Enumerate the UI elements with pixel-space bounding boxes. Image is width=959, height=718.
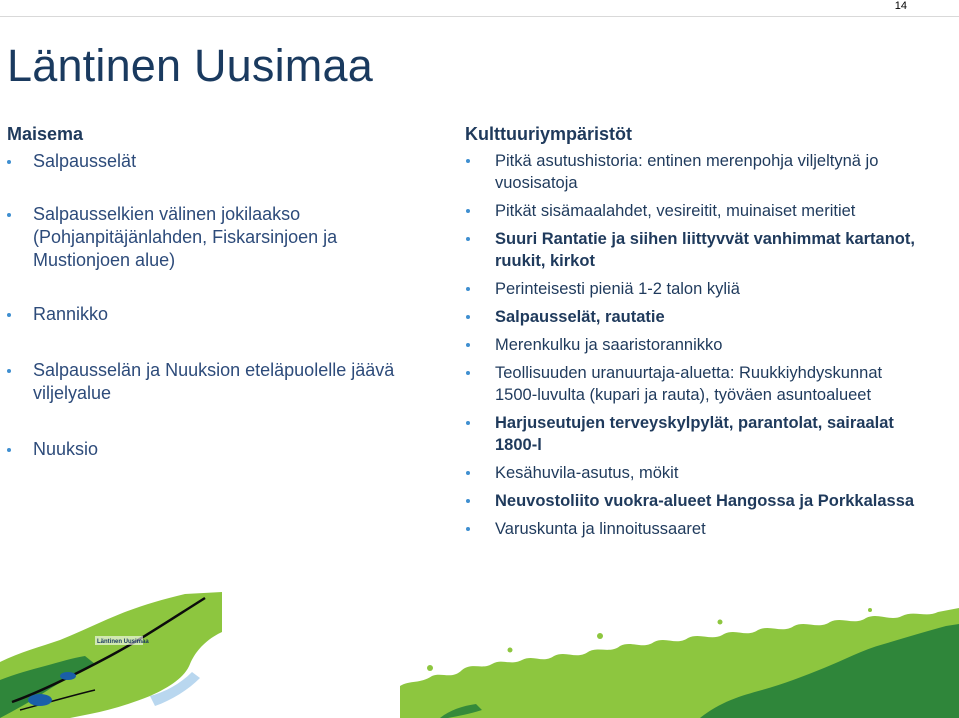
list-item-text: Salpausselät, rautatie xyxy=(495,308,665,326)
list-item-text: Salpausselän ja Nuuksion eteläpuolelle jäävä viljelyalue xyxy=(33,360,395,403)
bullet-icon xyxy=(7,313,11,317)
bullet-icon xyxy=(7,369,11,373)
cultural-environments-list xyxy=(465,150,925,540)
list-item xyxy=(465,412,925,456)
list-item-text: Pitkät sisämaalahdet, vesireitit, muinaiset meritiet xyxy=(495,202,856,220)
list-item-text: Nuuksio xyxy=(33,439,99,459)
list-item-text: Teollisuuden uranuurtaja-aluetta: Ruukkiyhdyskunnat 1500-luvulta (kupari ja rauta), työväen asuntoalueet xyxy=(495,364,883,404)
bullet-icon xyxy=(466,159,470,163)
cultural-environments-column xyxy=(465,124,925,546)
page-number: 14 xyxy=(894,0,907,12)
list-item xyxy=(465,278,925,300)
list-item xyxy=(7,203,417,272)
bullet-icon xyxy=(466,315,470,319)
list-item xyxy=(465,306,925,328)
bullet-icon xyxy=(466,471,470,475)
list-item xyxy=(465,462,925,484)
list-item-text: Harjuseutujen terveyskylpylät, parantolat, sairaalat 1800-l xyxy=(495,414,894,454)
bullet-icon xyxy=(466,237,470,241)
bullet-icon xyxy=(466,421,470,425)
island xyxy=(868,608,872,612)
list-item xyxy=(465,490,925,512)
lake xyxy=(60,672,76,680)
island xyxy=(597,633,603,639)
list-item-text: Perinteisesti pieniä 1-2 talon kyliä xyxy=(495,280,740,298)
list-item-text: Suuri Rantatie ja siihen liittyvvät vanhimmat kartanot, ruukit, kirkot xyxy=(495,230,915,270)
list-item xyxy=(465,518,925,540)
bullet-icon xyxy=(7,448,11,452)
list-item xyxy=(7,303,417,326)
list-item-text: Pitkä asutushistoria: entinen merenpohja viljeltynä jo vuosisatoja xyxy=(495,152,879,192)
cultural-environments-heading: Kulttuuriympäristöt xyxy=(465,124,633,144)
bullet-icon xyxy=(7,213,11,217)
list-item-text: Merenkulku ja saaristorannikko xyxy=(495,336,723,354)
landscape-list xyxy=(7,150,417,461)
list-item xyxy=(465,228,925,272)
lake xyxy=(28,694,52,706)
header-divider xyxy=(0,16,959,17)
map-label: Läntinen Uusimaa xyxy=(97,639,149,645)
list-item-text: Rannikko xyxy=(33,304,109,324)
list-item xyxy=(465,362,925,406)
bullet-icon xyxy=(7,160,11,164)
list-item xyxy=(465,334,925,356)
list-item xyxy=(7,359,417,405)
landscape-heading: Maisema xyxy=(7,124,84,144)
bullet-icon xyxy=(466,499,470,503)
list-item xyxy=(465,150,925,194)
island xyxy=(508,648,513,653)
slide-title: Läntinen Uusimaa xyxy=(7,40,373,91)
coastline-map-image xyxy=(400,606,959,718)
bullet-icon xyxy=(466,287,470,291)
list-item-text: Varuskunta ja linnoitussaaret xyxy=(495,520,706,538)
bullet-icon xyxy=(466,371,470,375)
list-item-text: Kesähuvila-asutus, mökit xyxy=(495,464,679,482)
landscape-column xyxy=(7,124,417,461)
list-item xyxy=(465,200,925,222)
list-item-text: Neuvostoliito vuokra-alueet Hangossa ja Porkkalassa xyxy=(495,492,915,510)
island xyxy=(718,620,723,625)
list-item xyxy=(7,150,417,173)
bullet-icon xyxy=(466,343,470,347)
bullet-icon xyxy=(466,527,470,531)
bullet-icon xyxy=(466,209,470,213)
region-map-image xyxy=(0,592,222,718)
list-item-text: Salpausselkien välinen jokilaakso (Pohjanpitäjänlahden, Fiskarsinjoen ja Mustionjoen alue) xyxy=(33,204,338,270)
list-item xyxy=(7,438,417,461)
list-item-text: Salpausselät xyxy=(33,151,137,171)
island xyxy=(427,665,433,671)
